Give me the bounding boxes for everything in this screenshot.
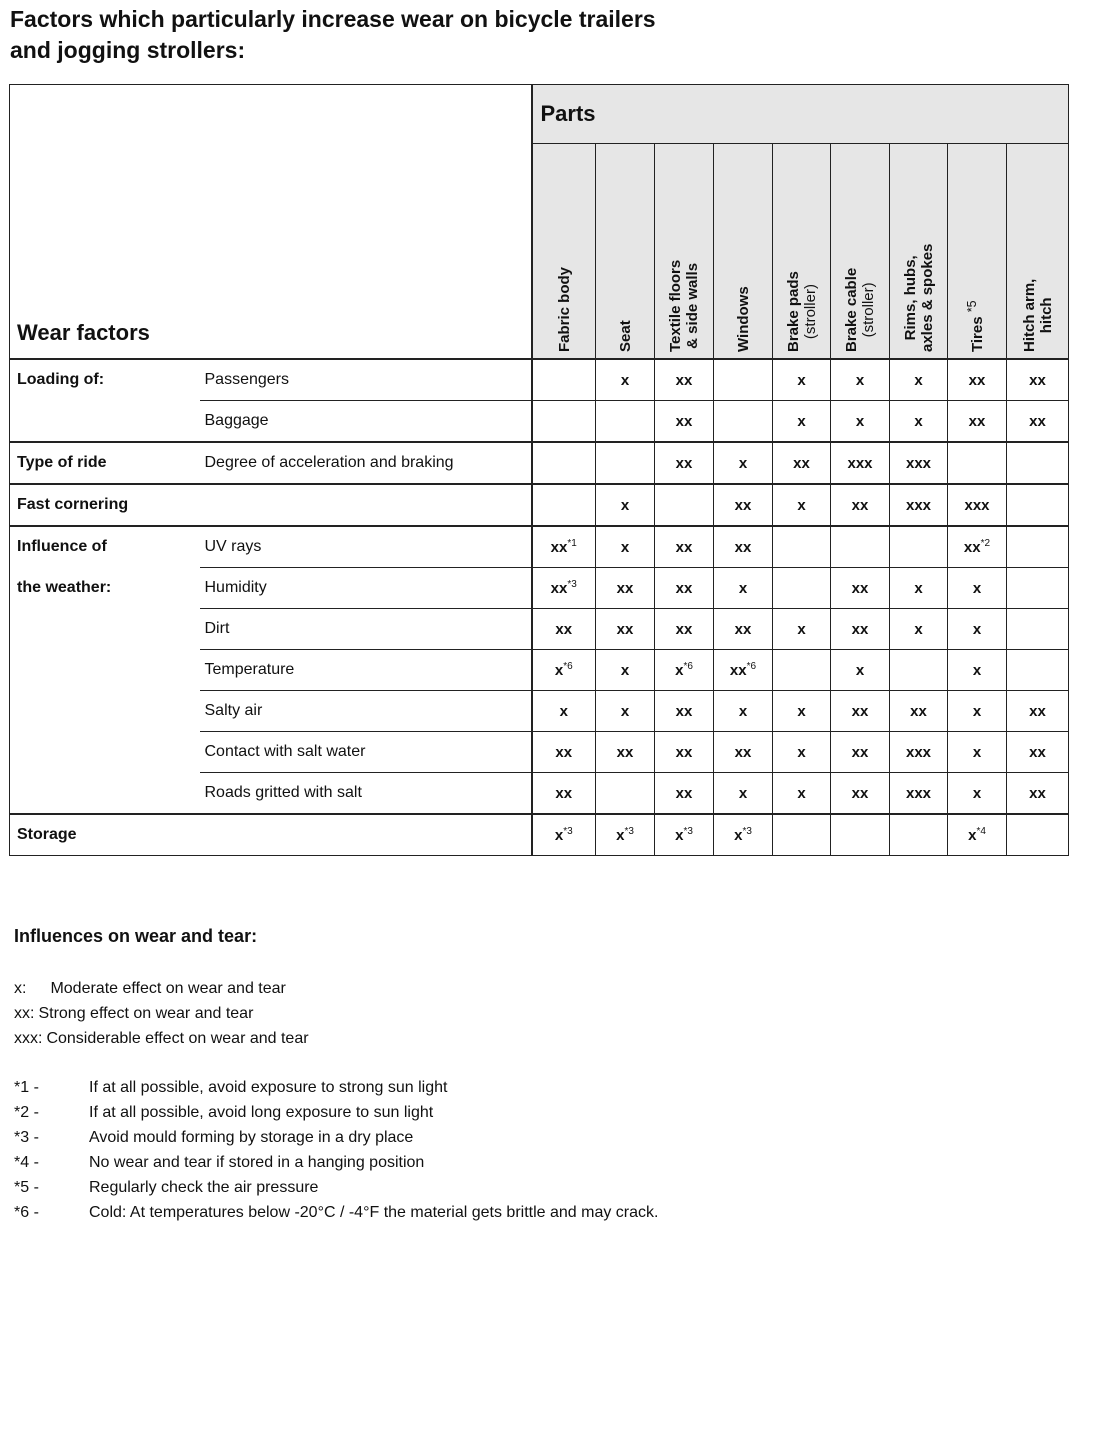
legend-item <box>14 1004 253 1024</box>
part-name: Seat <box>617 320 634 352</box>
wear-rating-cell <box>1007 526 1069 568</box>
wear-factor-category: Fast cornering <box>10 484 200 526</box>
wear-factor-detail: Passengers <box>200 359 532 401</box>
wear-rating-cell <box>890 732 948 773</box>
wear-rating: x <box>914 412 923 430</box>
table-row <box>10 650 1069 691</box>
wear-rating: x <box>620 371 630 389</box>
wear-rating: x <box>738 702 748 720</box>
wear-rating: x <box>554 662 564 679</box>
wear-rating-cell <box>655 691 714 732</box>
wear-rating: x <box>620 496 630 514</box>
footnote-text: Regularly check the air pressure <box>89 1179 319 1196</box>
wear-rating: xx <box>1029 743 1046 761</box>
wear-rating-cell <box>655 650 714 691</box>
title-line-2: and jogging strollers: <box>10 37 246 63</box>
wear-rating-cell <box>714 401 773 443</box>
part-name: Hitch arm, <box>1020 278 1038 352</box>
wear-rating-footnote: *4 <box>976 826 986 837</box>
wear-rating: xx <box>675 579 693 597</box>
footnote <box>14 1103 433 1123</box>
wear-rating-cell <box>655 773 714 815</box>
wear-rating-cell <box>655 484 714 526</box>
wear-rating-cell <box>532 773 596 815</box>
wear-rating-footnote: *6 <box>746 661 757 672</box>
wear-rating: xx <box>1029 371 1046 389</box>
wear-rating-cell <box>948 526 1007 568</box>
wear-factor-category <box>10 401 200 443</box>
wear-rating: x <box>972 784 982 802</box>
wear-rating-cell <box>1007 773 1069 815</box>
wear-factor-category <box>10 732 200 773</box>
wear-rating: xx <box>1029 784 1046 802</box>
wear-rating-cell <box>1007 568 1069 609</box>
wear-factor-detail: Dirt <box>200 609 532 650</box>
table-row <box>10 691 1069 732</box>
wear-rating: xx <box>1029 412 1046 430</box>
table-row <box>10 773 1069 815</box>
wear-rating-cell <box>831 773 890 815</box>
legend-key: x: <box>14 980 27 997</box>
wear-rating-cell <box>1007 401 1069 443</box>
table-row <box>10 732 1069 773</box>
wear-rating-cell <box>773 814 831 856</box>
wear-rating-cell <box>831 442 890 484</box>
wear-rating-cell <box>773 691 831 732</box>
wear-rating: xx <box>734 620 752 638</box>
part-name-line-2: axles & spokes <box>918 243 936 352</box>
wear-rating: x <box>914 371 923 389</box>
wear-factors-body <box>10 359 1069 856</box>
wear-factor-category <box>10 691 200 732</box>
wear-rating: xxx <box>905 496 932 514</box>
wear-rating-cell <box>890 401 948 443</box>
table-row <box>10 526 1069 568</box>
footnote <box>14 1128 413 1148</box>
part-column-header <box>890 144 948 360</box>
wear-rating: x <box>734 827 743 844</box>
wear-rating: xx <box>851 784 869 802</box>
wear-rating-cell <box>890 484 948 526</box>
wear-rating-cell <box>714 359 773 401</box>
wear-rating-cell <box>596 691 655 732</box>
wear-rating-cell <box>948 814 1007 856</box>
part-name: Tires <box>969 316 986 352</box>
wear-rating-cell <box>655 814 714 856</box>
wear-rating: x <box>972 702 982 720</box>
wear-rating-cell <box>532 568 596 609</box>
wear-rating-cell <box>831 526 890 568</box>
legend-item <box>14 1029 309 1049</box>
wear-rating-cell <box>532 650 596 691</box>
wear-rating-cell <box>714 609 773 650</box>
table-row <box>10 359 1069 401</box>
wear-rating: xxx <box>905 454 932 472</box>
document-title <box>10 4 656 66</box>
wear-rating-cell <box>773 732 831 773</box>
wear-rating-cell <box>596 609 655 650</box>
wear-rating: x <box>559 702 568 720</box>
wear-rating-cell <box>532 732 596 773</box>
wear-rating: x <box>797 496 806 514</box>
wear-rating-cell <box>1007 442 1069 484</box>
wear-rating-cell <box>831 814 890 856</box>
wear-rating: x <box>797 412 806 430</box>
wear-rating: x <box>620 661 630 679</box>
wear-rating: xx <box>963 539 981 556</box>
wear-rating: xxx <box>847 454 873 472</box>
wear-rating: xx <box>734 743 752 761</box>
wear-factor-category: Influence of <box>10 526 200 568</box>
wear-rating-cell <box>532 526 596 568</box>
part-name: Rims, hubs, <box>901 255 919 341</box>
wear-rating: xxx <box>964 496 990 514</box>
wear-factors-header <box>10 85 532 360</box>
wear-rating-cell <box>831 359 890 401</box>
wear-rating-cell <box>655 568 714 609</box>
wear-factor-detail: Baggage <box>200 401 532 443</box>
wear-rating-cell <box>1007 484 1069 526</box>
wear-rating: x <box>855 412 865 430</box>
parts-header <box>532 85 1069 144</box>
wear-rating: xx <box>555 743 573 761</box>
footnote-key: *1 - <box>14 1079 39 1096</box>
wear-rating: x <box>797 743 806 761</box>
wear-rating-cell <box>596 773 655 815</box>
wear-rating: x <box>797 620 806 638</box>
legend-text: Moderate effect on wear and tear <box>50 980 286 997</box>
part-name-line-2: (stroller) <box>801 284 819 340</box>
wear-rating-cell <box>532 484 596 526</box>
wear-rating: xxx <box>905 743 932 761</box>
wear-rating: x <box>968 827 977 844</box>
part-name: Windows <box>735 286 752 352</box>
wear-rating: xx <box>1029 702 1046 720</box>
legend-key: xx: <box>14 1005 35 1022</box>
wear-rating: xx <box>968 371 986 389</box>
wear-rating: x <box>855 371 865 389</box>
wear-rating: xx <box>729 662 747 679</box>
footnote <box>14 1203 658 1223</box>
wear-rating-cell <box>890 773 948 815</box>
footnote-key: *6 - <box>14 1204 39 1221</box>
wear-rating-cell <box>890 359 948 401</box>
wear-rating-cell <box>655 401 714 443</box>
wear-rating-cell <box>596 732 655 773</box>
wear-rating-footnote: *3 <box>567 579 577 590</box>
wear-rating-cell <box>831 732 890 773</box>
part-column-header <box>948 144 1007 360</box>
part-column-header <box>1007 144 1069 360</box>
wear-rating: xx <box>616 743 634 761</box>
wear-rating-footnote: *1 <box>567 538 577 549</box>
wear-rating-cell <box>714 773 773 815</box>
wear-rating-cell <box>948 442 1007 484</box>
wear-rating: x <box>797 784 806 802</box>
wear-rating: x <box>972 620 982 638</box>
wear-rating-footnote: *3 <box>624 826 634 837</box>
wear-rating-cell <box>714 732 773 773</box>
wear-rating: xx <box>550 580 568 597</box>
part-column-header <box>532 144 596 360</box>
wear-rating: xx <box>555 620 573 638</box>
wear-rating-cell <box>714 650 773 691</box>
wear-rating: xx <box>675 454 693 472</box>
footnote-text: Cold: At temperatures below -20°C / -4°F the material gets brittle and may crack. <box>89 1204 659 1221</box>
wear-rating-cell <box>773 650 831 691</box>
legend-key: xxx: <box>14 1030 43 1047</box>
wear-rating-cell <box>532 814 596 856</box>
wear-rating-footnote: *3 <box>563 826 573 837</box>
footnote-text: Avoid mould forming by storage in a dry place <box>89 1129 414 1146</box>
wear-rating: xx <box>616 620 634 638</box>
part-name: Textile floors <box>667 259 684 352</box>
wear-factor-detail: UV rays <box>200 526 532 568</box>
legend-text: Strong effect on wear and tear <box>38 1005 254 1022</box>
wear-rating-cell <box>714 526 773 568</box>
footnote-key: *2 - <box>14 1104 39 1121</box>
wear-rating: xx <box>968 412 986 430</box>
part-column-header <box>714 144 773 360</box>
wear-rating: x <box>914 579 923 597</box>
wear-rating-footnote: *2 <box>980 538 991 549</box>
wear-factor-category <box>10 609 200 650</box>
wear-rating-cell <box>831 691 890 732</box>
wear-rating: xx <box>910 702 927 720</box>
wear-rating-cell <box>714 484 773 526</box>
footnote-text: If at all possible, avoid long exposure to sun light <box>89 1104 434 1121</box>
wear-rating-footnote: *3 <box>742 826 752 837</box>
wear-factor-detail <box>200 484 532 526</box>
wear-factors-label: Wear factors <box>17 320 150 345</box>
wear-rating-cell <box>890 691 948 732</box>
wear-rating: xx <box>734 538 752 556</box>
footnote <box>14 1178 318 1198</box>
wear-rating-cell <box>773 359 831 401</box>
wear-factor-category: Loading of: <box>10 359 200 401</box>
table-row <box>10 401 1069 443</box>
table-row <box>10 609 1069 650</box>
wear-rating: xx <box>851 579 869 597</box>
wear-rating: x <box>554 827 564 844</box>
footnote-key: *4 - <box>14 1154 39 1171</box>
wear-rating-cell <box>532 359 596 401</box>
wear-rating: x <box>972 661 982 679</box>
wear-factor-category: the weather: <box>10 568 200 609</box>
part-column-header <box>596 144 655 360</box>
wear-rating-cell <box>1007 650 1069 691</box>
part-footnote-ref: *5 <box>965 300 979 313</box>
legend-text: Considerable effect on wear and tear <box>46 1030 309 1047</box>
wear-rating: xx <box>675 620 693 638</box>
wear-rating: x <box>616 827 625 844</box>
wear-rating-cell <box>714 568 773 609</box>
wear-rating: xx <box>675 743 693 761</box>
part-name: Brake cable <box>843 267 860 352</box>
wear-rating-cell <box>831 650 890 691</box>
wear-rating-cell <box>655 732 714 773</box>
part-name: Fabric body <box>555 266 573 352</box>
parts-label: Parts <box>540 101 596 126</box>
wear-rating-cell <box>948 568 1007 609</box>
wear-rating-cell <box>655 526 714 568</box>
part-name-line-2: & side walls <box>684 262 701 349</box>
wear-rating-cell <box>655 442 714 484</box>
legend-heading: Influences on wear and tear: <box>14 926 258 946</box>
wear-rating-cell <box>831 568 890 609</box>
part-column-header <box>773 144 831 360</box>
wear-rating-footnote: *6 <box>563 661 573 672</box>
wear-rating-cell <box>773 442 831 484</box>
footnote-key: *5 - <box>14 1179 39 1196</box>
wear-rating-cell <box>1007 609 1069 650</box>
wear-rating-cell <box>532 442 596 484</box>
wear-rating: xx <box>851 496 869 514</box>
wear-rating: x <box>620 702 630 720</box>
wear-rating-cell <box>1007 814 1069 856</box>
wear-rating-cell <box>948 609 1007 650</box>
wear-rating-cell <box>890 814 948 856</box>
wear-rating: x <box>738 784 748 802</box>
wear-rating: xx <box>675 784 693 802</box>
wear-rating: x <box>797 702 806 720</box>
part-column-header <box>655 144 714 360</box>
footnote-text: No wear and tear if stored in a hanging position <box>89 1154 425 1171</box>
wear-rating-cell <box>532 691 596 732</box>
wear-rating: x <box>738 579 748 597</box>
wear-rating-cell <box>1007 359 1069 401</box>
wear-rating-cell <box>773 568 831 609</box>
wear-rating: xx <box>851 743 869 761</box>
wear-rating-cell <box>831 609 890 650</box>
wear-rating-cell <box>948 401 1007 443</box>
wear-factor-detail <box>200 814 532 856</box>
wear-rating: xx <box>851 620 869 638</box>
wear-rating-cell <box>890 568 948 609</box>
wear-rating-cell <box>948 484 1007 526</box>
wear-rating-cell <box>596 650 655 691</box>
wear-rating-cell <box>773 526 831 568</box>
wear-factor-category <box>10 773 200 815</box>
wear-factor-category: Type of ride <box>10 442 200 484</box>
table-row <box>10 484 1069 526</box>
wear-rating: xx <box>734 496 752 514</box>
wear-rating: xx <box>555 784 573 802</box>
wear-rating: xx <box>851 702 869 720</box>
wear-factors-table <box>9 84 1069 856</box>
wear-rating-cell <box>890 609 948 650</box>
wear-rating: x <box>620 538 630 556</box>
wear-rating-cell <box>596 401 655 443</box>
wear-rating-cell <box>596 814 655 856</box>
wear-rating: x <box>797 371 806 389</box>
wear-rating-cell <box>890 650 948 691</box>
wear-rating: xx <box>675 412 693 430</box>
wear-rating-cell <box>1007 691 1069 732</box>
wear-rating: xx <box>675 538 693 556</box>
wear-rating-cell <box>714 442 773 484</box>
part-name: Brake pads <box>784 271 802 352</box>
wear-rating: x <box>914 620 923 638</box>
wear-rating: x <box>855 661 865 679</box>
wear-rating-cell <box>714 691 773 732</box>
wear-rating-cell <box>1007 732 1069 773</box>
wear-factor-detail: Humidity <box>200 568 532 609</box>
table-row <box>10 814 1069 856</box>
wear-rating-cell <box>655 359 714 401</box>
wear-rating: x <box>675 827 684 844</box>
wear-rating-cell <box>948 650 1007 691</box>
wear-factor-detail: Contact with salt water <box>200 732 532 773</box>
wear-rating-cell <box>890 442 948 484</box>
footnote <box>14 1153 424 1173</box>
wear-rating: x <box>972 743 982 761</box>
legend-item <box>14 979 286 999</box>
wear-rating: x <box>738 454 748 472</box>
part-name-line-2: (stroller) <box>860 282 877 338</box>
wear-rating: xx <box>550 539 568 556</box>
wear-rating-cell <box>948 359 1007 401</box>
wear-factor-detail: Roads gritted with salt <box>200 773 532 815</box>
wear-rating-cell <box>948 691 1007 732</box>
wear-rating-cell <box>948 732 1007 773</box>
wear-factor-detail: Degree of acceleration and braking <box>200 442 532 484</box>
wear-rating-cell <box>596 526 655 568</box>
wear-rating: xx <box>616 579 634 597</box>
footnote-key: *3 - <box>14 1129 39 1146</box>
wear-rating-cell <box>596 442 655 484</box>
wear-factor-category: Storage <box>10 814 200 856</box>
wear-factor-detail: Salty air <box>200 691 532 732</box>
table-row <box>10 442 1069 484</box>
wear-factor-category <box>10 650 200 691</box>
wear-rating: xx <box>675 702 693 720</box>
wear-rating-cell <box>773 773 831 815</box>
wear-rating: x <box>675 662 684 679</box>
wear-rating-cell <box>831 401 890 443</box>
table-row <box>10 568 1069 609</box>
wear-rating-cell <box>532 609 596 650</box>
wear-rating-footnote: *3 <box>683 826 693 837</box>
part-name-line-2: hitch <box>1037 297 1055 334</box>
wear-rating-cell <box>890 526 948 568</box>
wear-rating: xx <box>675 371 693 389</box>
wear-rating-cell <box>773 401 831 443</box>
wear-rating-cell <box>773 484 831 526</box>
wear-rating-cell <box>831 484 890 526</box>
wear-rating-cell <box>596 568 655 609</box>
footnote-text: If at all possible, avoid exposure to strong sun light <box>89 1079 448 1096</box>
wear-rating-cell <box>596 484 655 526</box>
wear-rating-cell <box>714 814 773 856</box>
wear-rating-cell <box>948 773 1007 815</box>
wear-rating-cell <box>532 401 596 443</box>
wear-rating-cell <box>655 609 714 650</box>
part-column-header <box>831 144 890 360</box>
title-line-1: Factors which particularly increase wear on bicycle trailers <box>10 6 656 32</box>
wear-rating: xx <box>793 454 810 472</box>
footnote <box>14 1078 447 1098</box>
wear-rating: xxx <box>905 784 932 802</box>
wear-rating-cell <box>773 609 831 650</box>
wear-rating-footnote: *6 <box>683 661 693 672</box>
wear-rating-cell <box>596 359 655 401</box>
wear-rating: x <box>972 579 982 597</box>
wear-factor-detail: Temperature <box>200 650 532 691</box>
